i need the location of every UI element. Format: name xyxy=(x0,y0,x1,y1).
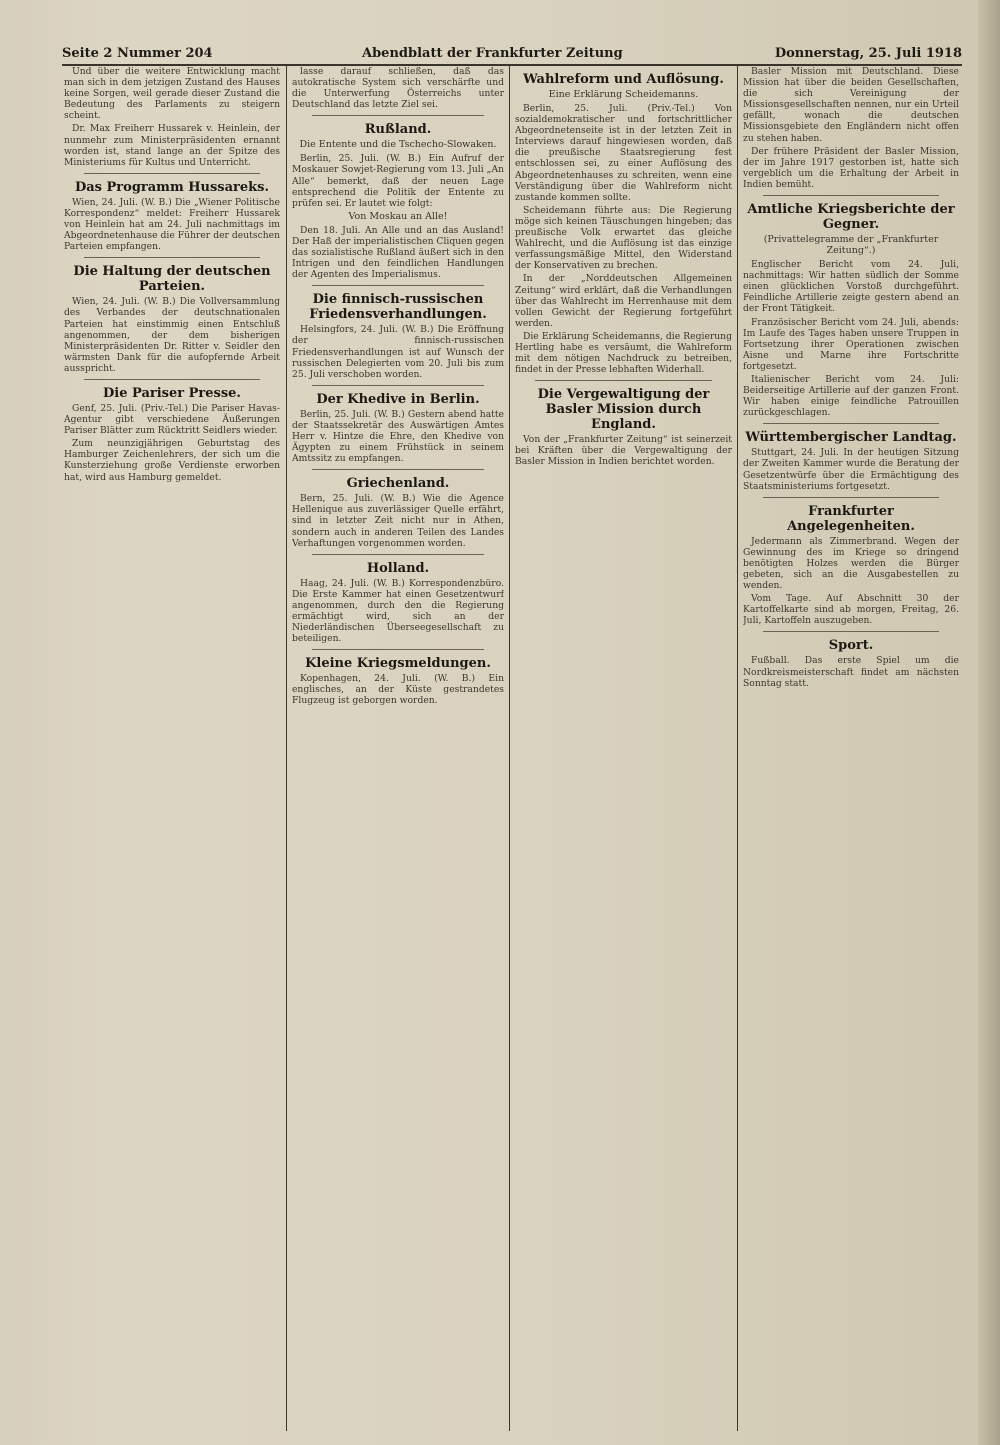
article-paragraph: Dr. Max Freiherr Hussarek v. Heinlein, der nunmehr zum Ministerpräsidenten ernannt worden ist, stand lange an der Spitze des Ministeriums für Kultus und Unterricht. xyxy=(64,123,280,168)
article-headline: Die finnisch-russischen Friedensverhandlungen. xyxy=(309,292,487,323)
section-rule xyxy=(535,380,712,381)
issue-date: Donnerstag, 25. Juli 1918 xyxy=(774,46,962,61)
section-rule xyxy=(312,469,484,470)
article-paragraph: In der „Norddeutschen Allgemeinen Zeitung“ wird erklärt, daß die Verhandlungen über das Wahlrecht im Herrenhause mit dem vollen Gewicht der Regierung fortgeführt werden. xyxy=(515,273,732,329)
article-subheadline: (Privattelegramme der „Frankfurter Zeitung“.) xyxy=(763,234,939,257)
article-paragraph: Italienischer Bericht vom 24. Juli: Beiderseitige Artillerie auf der ganzen Front. Wir haben einige feindliche Patrouillen zurückgeschlagen. xyxy=(743,373,959,419)
article-paragraph: Und über die weitere Entwicklung macht man sich in dem jetzigen Zustand des Hauses keine Sorgen, weil gerade dieser Zustand die Bedeutung des Parlaments zu steigern scheint. xyxy=(64,66,280,122)
article-paragraph: Haag, 24. Juli. (W. B.) Korrespondenzbüro. Die Erste Kammer hat einen Gesetzentwurf angenommen, durch den die Regierung ermächtigt wird, sich an der Niederländischen Überseegesellschaft zu beteiligen. xyxy=(292,577,504,645)
article-paragraph: Helsingfors, 24. Juli. (W. B.) Die Eröffnung der finnisch-russischen Friedensverhandlungen ist auf Wunsch der russischen Delegierten vom 20. Juli bis zum 25. Juli verschoben worden. xyxy=(292,324,504,380)
section-rule xyxy=(84,379,260,380)
section-rule xyxy=(763,631,939,632)
article-paragraph: Die Erklärung Scheidemanns, die Regierung Hertling habe es versäumt, die Wahlreform mit dem nötigen Nachdruck zu betreiben, findet in der Presse lebhaften Widerhall. xyxy=(515,330,732,376)
article-headline: Die Vergewaltigung der Basler Mission durch England. xyxy=(537,387,710,433)
article-headline: Rußland. xyxy=(364,122,432,138)
article-paragraph: Kopenhagen, 24. Juli. (W. B.) Ein englisches, an der Küste gestrandetes Flugzeug ist geborgen worden. xyxy=(292,673,504,707)
newspaper-title: Abendblatt der Frankfurter Zeitung xyxy=(362,46,623,61)
column-4 xyxy=(743,66,959,1431)
page-edge-shadow xyxy=(978,0,1000,1445)
article-headline: Kleine Kriegsmeldungen. xyxy=(305,656,491,672)
article-subheadline: Von Moskau an Alle! xyxy=(348,210,448,222)
article-subheadline: Eine Erklärung Scheidemanns. xyxy=(548,89,699,100)
article-paragraph: Basler Mission mit Deutschland. Diese Mission hat über die beiden Gesellschaften, die sich Vereinigung der Missionsgesellschaften nennen, nur ein Urteil gefällt, wonach die deutschen Missionsgebiete den Engländern nicht offen zu stehen haben. xyxy=(743,66,959,144)
article-paragraph: Wien, 24. Juli. (W. B.) Die Vollversammlung des Verbandes der deutschnationalen Parteien hat einstimmig einen Entschluß angenommen, der dem bisherigen Ministerpräsidenten Dr. Ritter v. Seidler den wärmsten Dank für die aufopfernde Arbeit ausspricht. xyxy=(64,296,280,374)
section-rule xyxy=(312,285,484,286)
article-paragraph: Zum neunzigjährigen Geburtstag des Hamburger Zeichenlehrers, der sich um die Kunsterziehung große Verdienste erworben hat, wird aus Hamburg gemeldet. xyxy=(64,438,280,483)
page-number: Seite 2 Nummer 204 xyxy=(62,46,213,61)
article-paragraph: Französischer Bericht vom 24. Juli, abends: Im Laufe des Tages haben unsere Truppen in Fortsetzung ihrer Operationen zwischen Aisne und Marne ihre Fortschritte fortgesetzt. xyxy=(743,316,959,372)
column-2 xyxy=(292,66,504,1431)
section-rule xyxy=(84,257,260,258)
article-paragraph: Scheidemann führte aus: Die Regierung möge sich keinen Täuschungen hingeben; das preußische Volk erwartet das gleiche Wahlrecht, und die Auflösung ist das einzige verfassungsmäßige Mittel, den Widerstand der Konservativen zu brechen. xyxy=(515,204,732,272)
column-1 xyxy=(64,66,280,1431)
column-divider xyxy=(286,66,287,1431)
masthead xyxy=(62,44,962,66)
article-headline: Die Pariser Presse. xyxy=(103,385,241,401)
article-paragraph: lasse darauf schließen, daß das autokratische System sich verschärfte und die Unterwerfung Österreichs unter Deutschland das letzte Ziel sei. xyxy=(292,66,504,111)
section-rule xyxy=(84,173,260,174)
article-subheadline: Die Entente und die Tschecho-Slowaken. xyxy=(299,139,497,151)
article-paragraph: Vom Tage. Auf Abschnitt 30 der Kartoffelkarte sind ab morgen, Freitag, 26. Juli, Kartoffeln auszugeben. xyxy=(743,593,959,627)
article-paragraph: Stuttgart, 24. Juli. In der heutigen Sitzung der Zweiten Kammer wurde die Beratung der Gesetzentwürfe über die Ermächtigung des Staatsministeriums fortgesetzt. xyxy=(743,447,959,492)
article-headline: Die Haltung der deutschen Parteien. xyxy=(73,264,271,295)
article-headline: Das Programm Hussareks. xyxy=(74,179,269,195)
article-headline: Frankfurter Angelegenheiten. xyxy=(787,503,915,534)
article-headline: Sport. xyxy=(828,638,874,654)
article-paragraph: Den 18. Juli. An Alle und an das Ausland! Der Haß der imperialistischen Cliquen gegen das sozialistische Rußland äußert sich in den Intrigen und den feindlichen Handlungen der Agenten des Imperialismus. xyxy=(292,224,504,281)
column-3 xyxy=(515,66,732,1431)
article-paragraph: Berlin, 25. Juli. (W. B.) Ein Aufruf der Moskauer Sowjet-Regierung vom 13. Juli „An Alle“ bemerkt, daß der neuen Lage entsprechend die Politik der Entente zu prüfen sei. Er lautet wie folgt: xyxy=(292,153,504,209)
article-paragraph: Fußball. Das erste Spiel um die Nordkreismeisterschaft findet am nächsten Sonntag statt. xyxy=(743,655,959,689)
article-headline: Württembergischer Landtag. xyxy=(745,430,957,446)
article-paragraph: Genf, 25. Juli. (Priv.-Tel.) Die Pariser Havas-Agentur gibt verschiedene Äußerungen Pariser Blätter zum Rücktritt Seidlers wieder. xyxy=(64,402,280,437)
article-paragraph: Englischer Bericht vom 24. Juli, nachmittags: Wir hatten südlich der Somme einen glücklichen Vorstoß durchgeführt. Feindliche Artillerie zeigte gestern abend an der Front Tätigkeit. xyxy=(743,259,959,315)
article-headline: Der Khedive in Berlin. xyxy=(316,391,480,407)
article-paragraph: Wien, 24. Juli. (W. B.) Die „Wiener Politische Korrespondenz“ meldet: Freiherr Hussarek von Heinlein hat am 24. Juli nachmittags im Abgeordnetenhause die Führer der deutschen Parteien empfangen. xyxy=(64,196,280,253)
article-headline: Wahlreform und Auflösung. xyxy=(523,72,724,87)
article-paragraph: Jedermann als Zimmerbrand. Wegen der Gewinnung des im Kriege so dringend benötigten Holzes werden die Bürger gebeten, sich an die Ausgabestellen zu wenden. xyxy=(743,535,959,592)
section-rule xyxy=(312,554,484,555)
section-rule xyxy=(312,649,484,650)
section-rule xyxy=(763,195,939,196)
section-rule xyxy=(763,423,939,424)
article-headline: Griechenland. xyxy=(346,476,450,492)
column-divider xyxy=(509,66,510,1431)
article-headline: Amtliche Kriegsberichte der Gegner. xyxy=(747,202,955,233)
section-rule xyxy=(763,497,939,498)
article-paragraph: Von der „Frankfurter Zeitung“ ist seinerzeit bei Kräften über die Vergewaltigung der Basler Mission in Indien berichtet worden. xyxy=(515,434,732,468)
section-rule xyxy=(312,385,484,386)
article-paragraph: Der frühere Präsident der Basler Mission, der im Jahre 1917 gestorben ist, hatte sich vergeblich um die Erhaltung der Arbeit in Indien bemüht. xyxy=(743,145,959,190)
column-divider xyxy=(737,66,738,1431)
article-paragraph: Berlin, 25. Juli. (Priv.-Tel.) Von sozialdemokratischer und fortschrittlicher Abgeordnetenseite ist in der letzten Zeit in Interviews darauf hingewiesen worden, daß die preußische Staatsregierung fest entschlossen sei, zu einer Auflösung des Abgeordnetenhauses zu schreiten, wenn eine Verständigung über die Wahlreform nicht zustande kommen sollte. xyxy=(515,103,732,203)
article-headline: Holland. xyxy=(366,560,430,576)
section-rule xyxy=(312,115,484,116)
article-paragraph: Bern, 25. Juli. (W. B.) Wie die Agence Hellenique aus zuverlässiger Quelle erfährt, sind in letzter Zeit nicht nur in Athen, sondern auch in anderen Teilen des Landes Verhaftungen vorgenommen worden. xyxy=(292,493,504,549)
article-paragraph: Berlin, 25. Juli. (W. B.) Gestern abend hatte der Staatssekretär des Auswärtigen Amtes Herr v. Hintze die Ehre, den Khedive von Ägypten zu einem Frühstück in seinem Amtssitz zu empfangen. xyxy=(292,408,504,465)
